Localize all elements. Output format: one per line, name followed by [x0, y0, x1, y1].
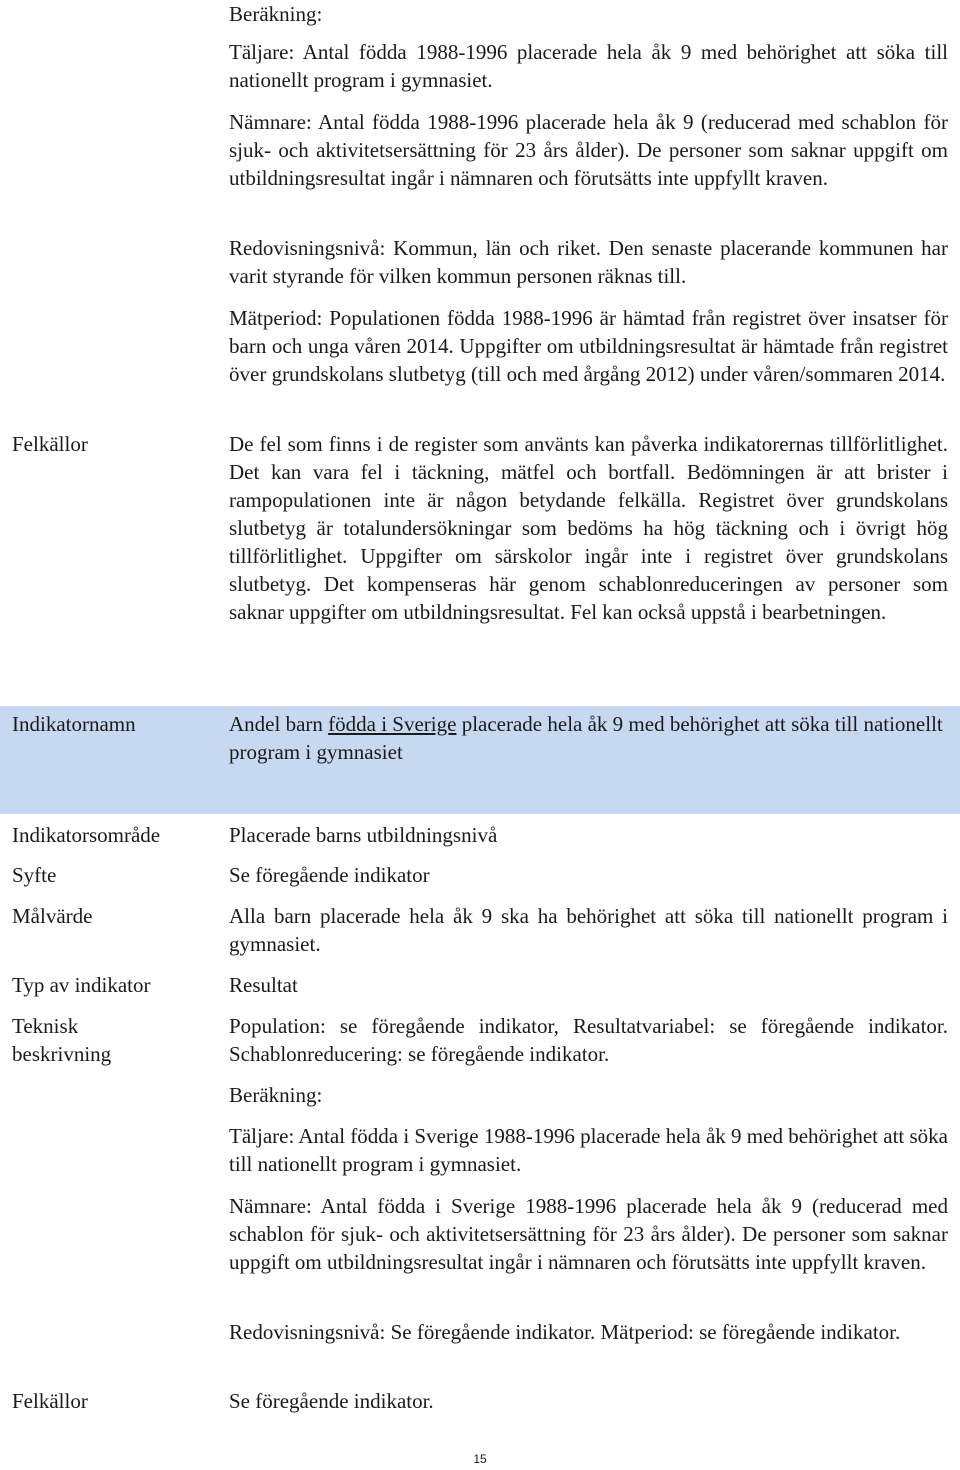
malvarde-label: Målvärde	[12, 904, 93, 928]
redovisningsniva-text-1: Redovisningsnivå: Kommun, län och riket. Den senaste placerande kommunen har varit styrande för vilken kommun personen räknas till.	[229, 236, 948, 288]
page-number: 15	[473, 1452, 487, 1466]
indikatornamn-value	[229, 710, 948, 766]
syfte-value: Se föregående indikator	[229, 863, 430, 887]
teknisk-beskrivning-label: Teknisk beskrivning	[12, 1014, 112, 1066]
indikatorsomrade-value: Placerade barns utbildningsnivå	[229, 823, 498, 847]
indikatornamn-part-1: Andel barn	[229, 712, 329, 736]
malvarde-value: Alla barn placerade hela åk 9 ska ha behörighet att söka till nationellt program i gymnasiet.	[229, 904, 948, 956]
indikatornamn-underlined: födda i Sverige	[328, 712, 457, 736]
felkallor-value-2: Se föregående indikator.	[229, 1389, 434, 1413]
berakning-heading-1: Beräkning:	[229, 2, 323, 26]
typ-av-indikator-label: Typ av indikator	[12, 973, 151, 997]
felkallor-label-2: Felkällor	[12, 1389, 88, 1413]
syfte-label: Syfte	[12, 863, 57, 887]
typ-av-indikator-value: Resultat	[229, 973, 298, 997]
matperiod-text-1: Mätperiod: Populationen födda 1988-1996 är hämtad från registret över insatser för barn och unga våren 2014. Uppgifter om utbildningsresultat är hämtade från registret över grundskolans slutbetyg (till och med årgång 2012) under våren/sommaren 2014.	[229, 306, 948, 386]
indikatornamn-part-2: placerade hela åk 9 med behörighet att söka till nationellt program i gymnasiet	[229, 712, 943, 764]
taljare-text-1: Täljare: Antal födda 1988-1996 placerade hela åk 9 med behörighet att söka till nationellt program i gymnasiet.	[229, 40, 948, 92]
felkallor-text-1: De fel som finns i de register som använts kan påverka indikatorernas tillförlitlighet. Det kan vara fel i täckning, mätfel och bortfall. Bedömningen är att brister i rampopulationen inte är någon betydande felkälla. Registret över grundskolans slutbetyg är totalundersökningar som bedöms ha hög täckning och i övrigt hög tillförlitlighet. Uppgifter om särskolor ingår inte i registret över grundskolans slutbetyg. Det kompenseras här genom schablonreduceringen av personer som saknar uppgifter om utbildningsresultat. Fel kan också uppstå i bearbetningen.	[229, 432, 948, 624]
berakning-heading-2: Beräkning:	[229, 1083, 323, 1107]
population-text: Population: se föregående indikator, Resultatvariabel: se föregående indikator. Schablonreducering: se föregående indikator.	[229, 1014, 948, 1066]
namnare-text-1: Nämnare: Antal födda 1988-1996 placerade hela åk 9 (reducerad med schablon för sjuk- och aktivitetsersättning för 23 års ålder). De personer som saknar uppgift om utbildningsresultat ingår i nämnaren och förutsätts inte uppfyllt kraven.	[229, 110, 948, 190]
felkallor-label-1: Felkällor	[12, 432, 88, 456]
redovisningsniva-text-2: Redovisningsnivå: Se föregående indikator. Mätperiod: se föregående indikator.	[229, 1320, 901, 1344]
taljare-text-2: Täljare: Antal födda i Sverige 1988-1996 placerade hela åk 9 med behörighet att söka till nationellt program i gymnasiet.	[229, 1124, 948, 1176]
indikatorsomrade-label: Indikatorsområde	[12, 823, 161, 847]
namnare-text-2: Nämnare: Antal födda i Sverige 1988-1996 placerade hela åk 9 (reducerad med schablon för sjuk- och aktivitetsersättning för 23 års ålder). De personer som saknar uppgift om utbildningsresultat ingår i nämnaren och förutsätts inte uppfyllt kraven.	[229, 1194, 948, 1274]
indikatornamn-label: Indikatornamn	[12, 712, 136, 736]
